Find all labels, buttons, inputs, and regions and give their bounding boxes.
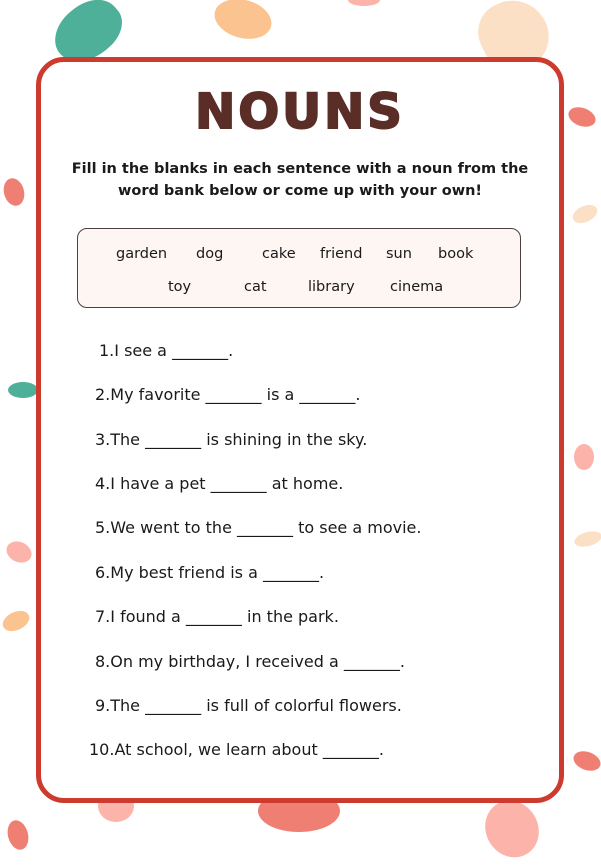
question-3: 3.The _______ is shining in the sky. [95, 430, 368, 449]
instructions [61, 158, 539, 202]
decorative-blob-pink-left [3, 537, 35, 566]
word-bank-item: cake [262, 246, 296, 262]
decorative-blob-pink-top [348, 0, 380, 6]
instructions-line-2: word bank below or come up with your own! [117, 183, 483, 199]
question-9: 9.The _______ is full of colorful flowers. [95, 696, 402, 715]
decorative-blob-peach [210, 0, 276, 45]
question-6: 6.My best friend is a _______. [95, 563, 325, 582]
word-bank-item: friend [320, 246, 363, 262]
decorative-blob-pink-right [574, 444, 594, 470]
question-7: 7.I found a _______ in the park. [95, 607, 339, 626]
decorative-blob-coral-right2 [571, 748, 601, 774]
word-bank-item: garden [116, 246, 168, 262]
decorative-blob-coral-left1 [1, 176, 28, 208]
word-bank-item: toy [168, 279, 192, 295]
decorative-blob-coral-right1 [566, 104, 598, 130]
question-10: 10.At school, we learn about _______. [89, 740, 384, 759]
worksheet-title: NOUNS [195, 84, 405, 140]
decorative-blob-teal-left [8, 382, 38, 398]
question-1: 1.I see a _______. [99, 341, 234, 360]
word-bank-item: cat [244, 279, 267, 295]
instructions-line-1: Fill in the blanks in each sentence with a noun from the [71, 161, 529, 177]
word-bank [77, 228, 521, 308]
question-5: 5.We went to the _______ to see a movie. [95, 518, 422, 537]
word-bank-item: cinema [390, 279, 444, 295]
question-2: 2.My favorite _______ is a _______. [95, 385, 361, 404]
word-bank-item: sun [386, 246, 412, 262]
decorative-blob-peach-left [0, 607, 32, 635]
word-bank-item: library [308, 279, 355, 295]
word-bank-item: book [438, 246, 474, 262]
decorative-blob-coral-bottom-left [4, 818, 31, 852]
question-8: 8.On my birthday, I received a _______. [95, 652, 405, 671]
worksheet-card [36, 57, 564, 803]
question-4: 4.I have a pet _______ at home. [95, 474, 344, 493]
decorative-blob-peach-right2 [573, 529, 601, 550]
word-bank-item: dog [196, 246, 224, 262]
decorative-blob-peach-right [570, 201, 600, 226]
